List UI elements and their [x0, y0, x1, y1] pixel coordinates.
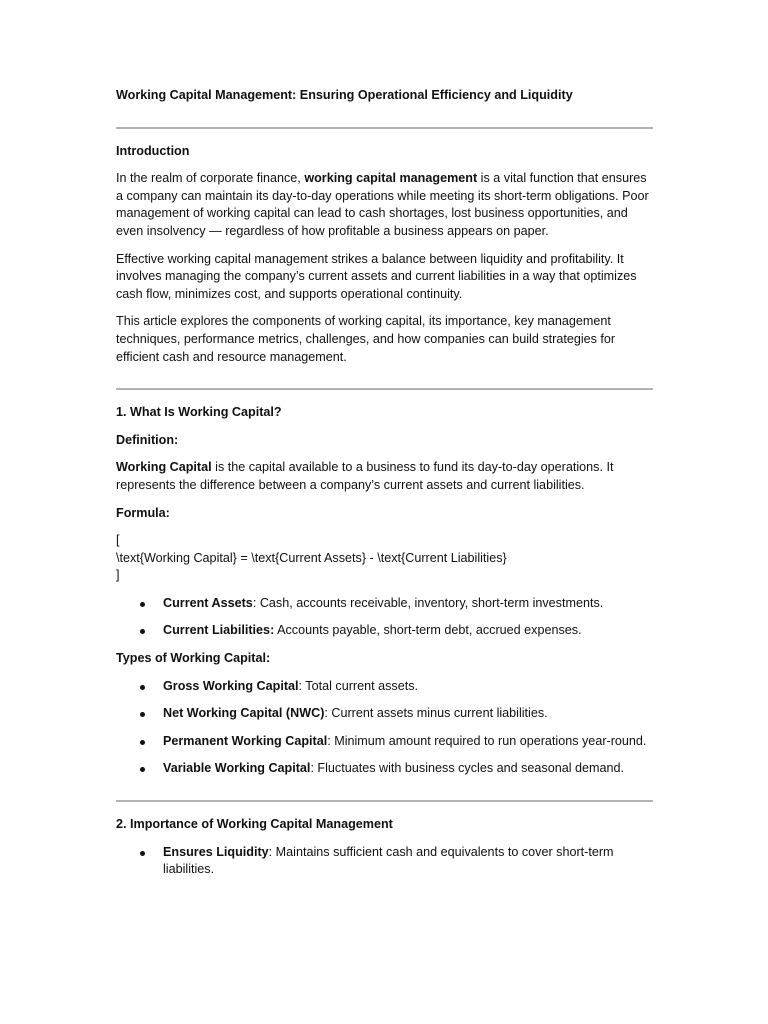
formula-text: \text{Working Capital} = \text{Current Assets} - \text{Current Liabilities} [116, 550, 507, 565]
bullet-icon [140, 851, 145, 856]
bullet-icon [140, 767, 145, 772]
bullet-icon [140, 712, 145, 717]
section2-heading: 2. Importance of Working Capital Management [116, 817, 393, 832]
list-item-term: Net Working Capital (NWC) [163, 706, 325, 721]
intro-p1-rest: is a vital function that ensures a company can maintain its day-to-day operations while meeting its short-term obligations. Poor management of working capital can lead to cash shortages, lost business opportunities, and even insolvency — regardless of how profitable a business appears on paper. [116, 171, 649, 238]
list-item [116, 622, 652, 640]
list-item [116, 705, 652, 723]
bullet-icon [140, 685, 145, 690]
importance-list [116, 844, 652, 879]
list-item-term: Ensures Liquidity [163, 844, 269, 859]
types-label: Types of Working Capital: [116, 651, 271, 666]
list-item-desc: Accounts payable, short-term debt, accrued expenses. [274, 623, 582, 638]
list-item-term: Current Assets [163, 595, 253, 610]
components-list [116, 595, 652, 640]
section1-heading: 1. What Is Working Capital? [116, 405, 282, 420]
formula-open: [ [116, 533, 120, 548]
types-list [116, 678, 652, 778]
definition-text: is the capital available to a business to fund its day-to-day operations. It represents the difference between a company’s current assets and current liabilities. [116, 460, 614, 492]
formula-label: Formula: [116, 505, 170, 520]
intro-heading: Introduction [116, 143, 190, 158]
document-title: Working Capital Management: Ensuring Operational Efficiency and Liquidity [116, 88, 573, 102]
intro-p1-bold: working capital management [304, 171, 478, 186]
list-item-desc: : Current assets minus current liabilities. [324, 706, 548, 721]
list-item [116, 844, 652, 879]
definition-label: Definition: [116, 432, 179, 447]
formula-block [116, 532, 652, 585]
list-item-term: Gross Working Capital [163, 678, 299, 693]
list-item-desc: : Total current assets. [298, 678, 418, 693]
divider [116, 800, 653, 802]
intro-paragraph-3: This article explores the components of working capital, its importance, key management techniques, performance metrics, challenges, and how companies can build strategies for efficient cash and resource management. [116, 314, 616, 364]
intro-p1-start: In the realm of corporate finance, [116, 171, 305, 186]
divider [116, 388, 653, 390]
divider [116, 127, 653, 129]
list-item [116, 733, 652, 751]
definition-term: Working Capital [116, 460, 212, 475]
list-item-term: Permanent Working Capital [163, 733, 328, 748]
intro-paragraph-1 [116, 170, 652, 240]
intro-paragraph-2: Effective working capital management strikes a balance between liquidity and profitability. It involves managing the company’s current assets and current liabilities in a way that optimizes cash flow, minimizes cost, and supports operational continuity. [116, 251, 637, 301]
bullet-icon [140, 740, 145, 745]
list-item-term: Variable Working Capital [163, 761, 311, 776]
list-item-desc: : Minimum amount required to run operations year-round. [327, 733, 647, 748]
bullet-icon [140, 629, 145, 634]
list-item-term: Current Liabilities: [163, 623, 275, 638]
formula-close: ] [116, 568, 120, 583]
list-item-desc: : Fluctuates with business cycles and seasonal demand. [310, 761, 625, 776]
list-item [116, 595, 652, 613]
list-item [116, 760, 652, 778]
bullet-icon [140, 602, 145, 607]
list-item-desc: : Cash, accounts receivable, inventory, short-term investments. [252, 595, 604, 610]
definition-paragraph [116, 459, 652, 494]
list-item-desc: : Maintains sufficient cash and equivalents to cover short-term liabilities. [163, 844, 614, 877]
list-item [116, 678, 652, 696]
